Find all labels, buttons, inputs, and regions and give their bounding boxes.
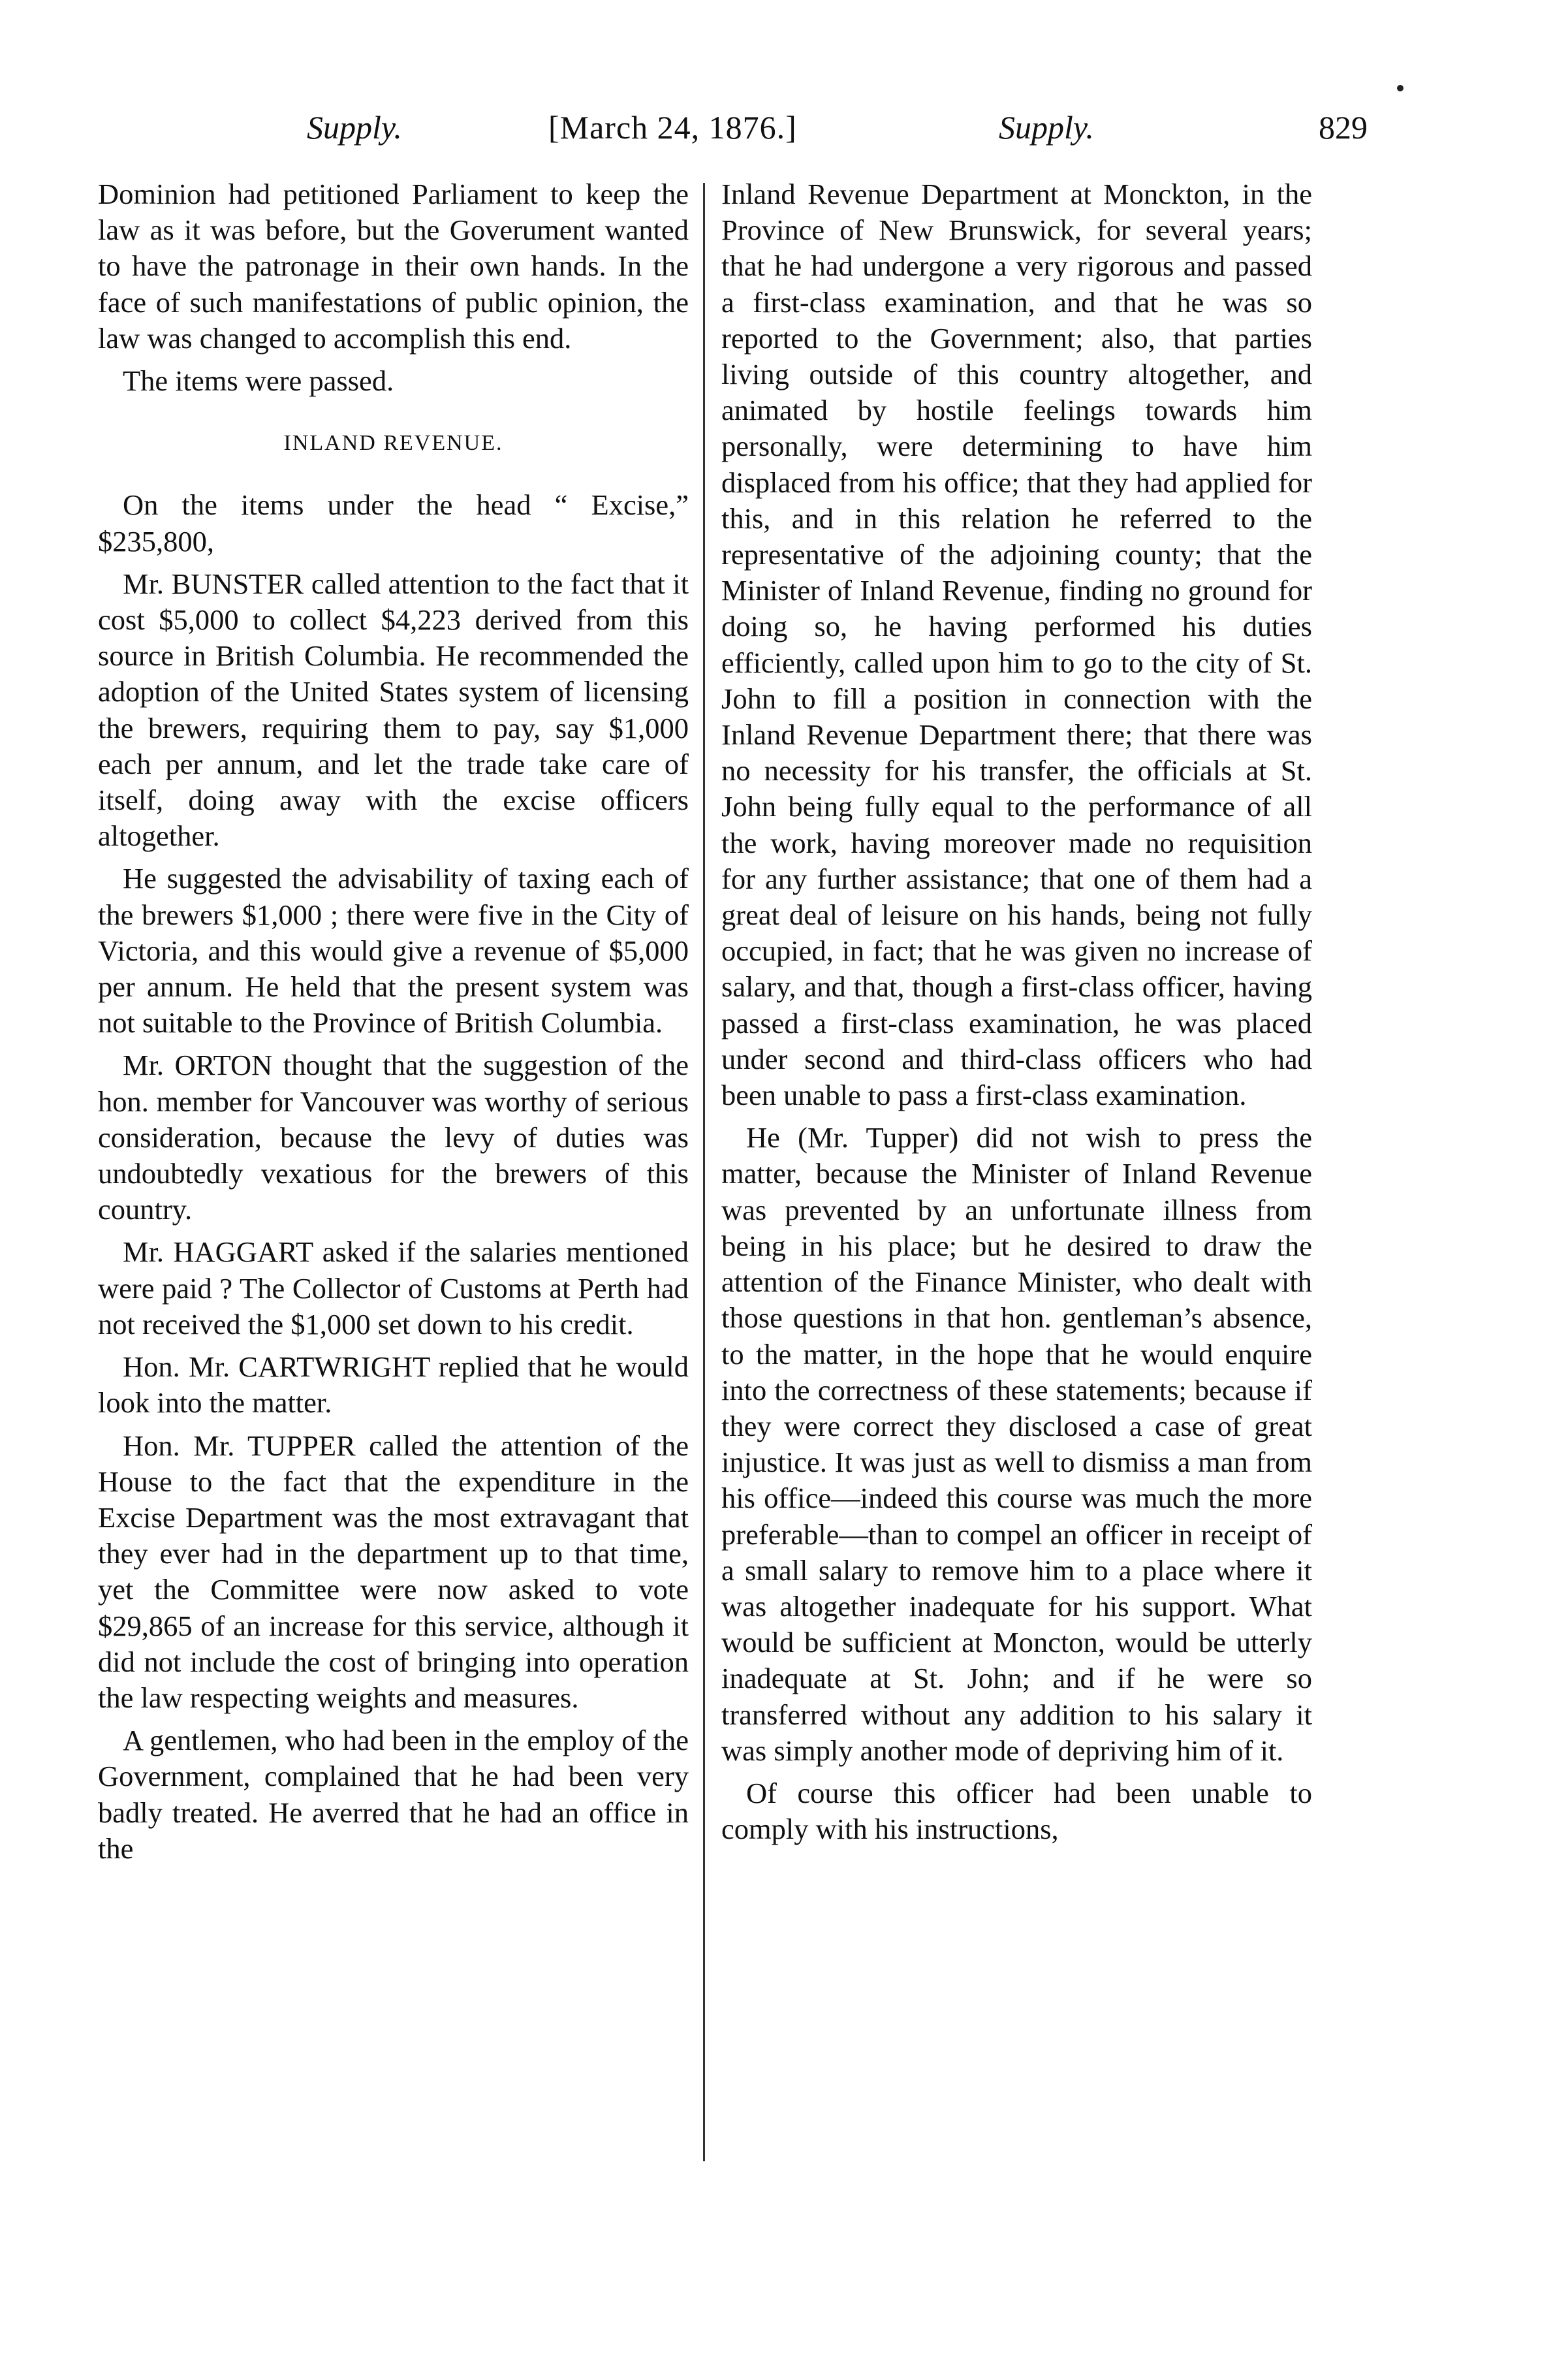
- paragraph: On the items under the head “ Excise,” $235,800,: [98, 488, 689, 558]
- paragraph: Hon. Mr. TUPPER called the attention of the House to the fact that the expenditure in the Excise Department was the most extravagant that they ever had in the department up to that time, yet the Committee were now asked to vote $29,865 of an increase for this service, although it did not include the cost of bringing into operation the law respecting weights and measures.: [98, 1429, 689, 1714]
- right-column: [721, 176, 1312, 1854]
- paragraph: A gentlemen, who had been in the employ of the Government, complained that he had been very badly treated. He averred that he had an office in the: [98, 1724, 689, 1865]
- column-divider: [703, 183, 705, 2161]
- page-number: 829: [1319, 109, 1368, 146]
- paragraph: The items were passed.: [123, 364, 394, 398]
- paragraph: Inland Revenue Department at Monckton, in the Province of New Brunswick, for several years; that he had undergone a very rigorous and passed a first-class examination, and that he was so reported to the Government; also, that parties living outside of this country altogether, and animated by hostile feelings towards him personally, were determining to have him displaced from his office; that they had applied for this, and in this relation he referred to the representative of the adjoining county; that the Minister of Inland Revenue, finding no ground for doing so, he having performed his duties efficiently, called upon him to go to the city of St. John to fill a position in connection with the Inland Revenue Department there; that there was no necessity for his transfer, the officials at St. John being fully equal to the performance of all the work, having moreover made no requisition for any further assistance; that one of them had a great deal of leisure on his hands, being not fully occupied, in fact; that he was given no increase of salary, and that, though a first-class officer, having passed a first-class examination, he was placed under second and third-class officers who had been unable to pass a first-class examination.: [721, 178, 1312, 1112]
- header-date: [March 24, 1876.]: [548, 109, 797, 146]
- paragraph: Mr. BUNSTER called attention to the fact that it cost $5,000 to collect $4,223 derived from this source in British Columbia. He recommended the adoption of the United States system of licensing the brewers, requiring them to pay, say $1,000 each per annum, and let the trade take care of itself, doing away with the excise officers altogether.: [98, 567, 689, 853]
- paragraph: He suggested the advisability of taxing each of the brewers $1,000 ; there were five in the City of Victoria, and this would give a revenue of $5,000 per annum. He held that the present system was not suitable to the Province of British Columbia.: [98, 862, 689, 1040]
- paragraph: He (Mr. Tupper) did not wish to press the matter, because the Minister of Inland Revenue was prevented by an unfortunate illness from being in his place; but he desired to draw the attention of the Finance Minister, who dealt with those questions in that hon. gentleman’s absence, to the matter, in the hope that he would enquire into the correctness of these statements; because if they were correct they disclosed a case of great injustice. It was just as well to dismiss a man from his office—indeed this course was much the more preferable—than to compel an officer in receipt of a small salary to remove him to a place where it was altogether inadequate for his support. What would be sufficient at Moncton, would be utterly inadequate at St. John; and if he were so transferred without any addition to his salary it was simply another mode of depriving him of it.: [721, 1121, 1312, 1767]
- paragraph: Hon. Mr. CARTWRIGHT replied that he would look into the matter.: [98, 1350, 689, 1420]
- page-header: [98, 104, 1423, 163]
- header-left-title: Supply.: [307, 109, 402, 146]
- section-heading: INLAND REVENUE.: [283, 431, 503, 456]
- left-column: [98, 176, 689, 1873]
- printer-mark-dot: [1397, 85, 1403, 91]
- paragraph: Dominion had petitioned Parliament to keep the law as it was before, but the Goverument wanted to have the patronage in their own hands. In the face of such manifestations of public opinion, the law was changed to accomplish this end.: [98, 178, 689, 355]
- paragraph: Mr. ORTON thought that the suggestion of the hon. member for Vancouver was worthy of serious consideration, because the levy of duties was undoubtedly vexatious for the brewers of this country.: [98, 1049, 689, 1226]
- paragraph: Mr. HAGGART asked if the salaries mentioned were paid ? The Collector of Customs at Perth had not received the $1,000 set down to his credit.: [98, 1235, 689, 1341]
- paragraph: Of course this officer had been unable to comply with his instructions,: [721, 1776, 1312, 1846]
- header-right-title: Supply.: [999, 109, 1094, 146]
